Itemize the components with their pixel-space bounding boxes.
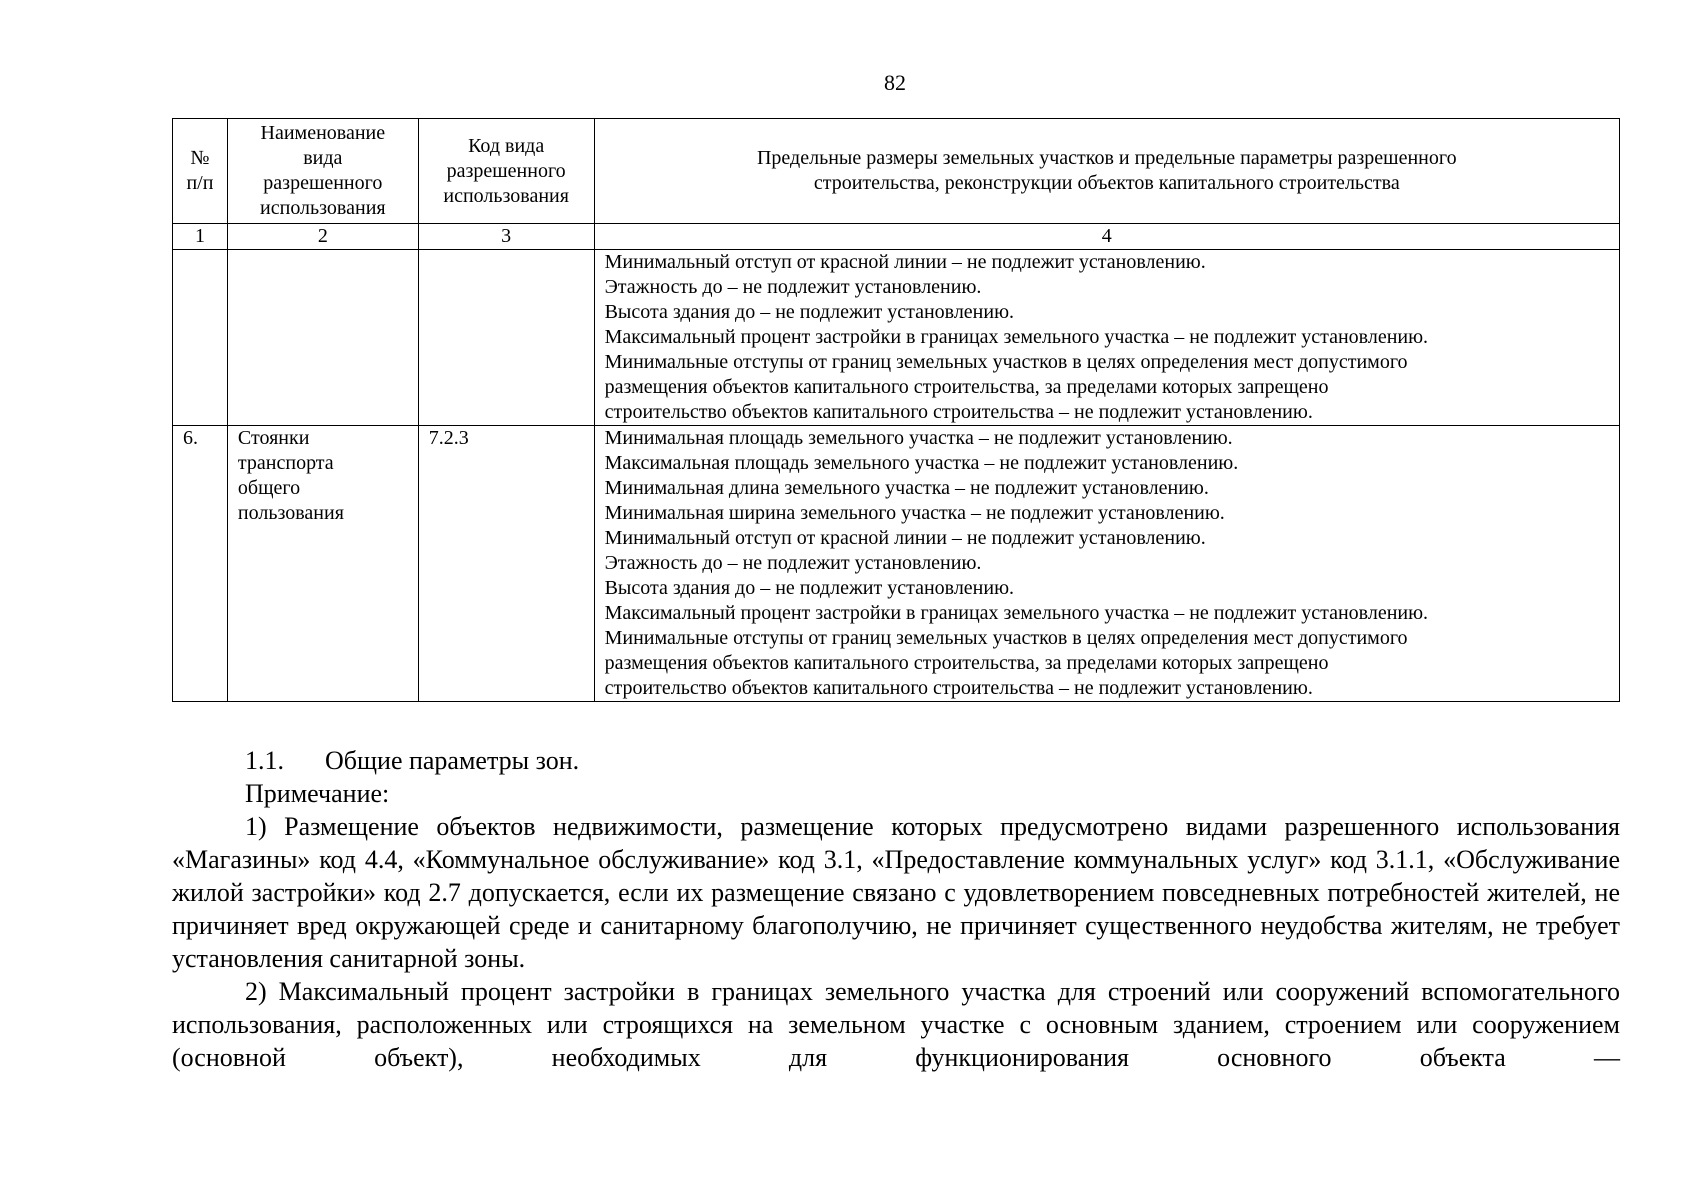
- row-use-code: 7.2.3: [418, 426, 594, 702]
- section-heading-number: 1.1.: [245, 746, 284, 775]
- table-row: [173, 426, 1620, 702]
- note-label: Примечание:: [245, 779, 390, 808]
- page-number: 82: [884, 70, 906, 95]
- text-line: Минимальные отступы от границ земельных участков в целях определения мест допустимого: [604, 351, 1408, 373]
- text-line: размещения объектов капитального строительства, за пределами которых запрещено: [604, 652, 1329, 674]
- header-number: [173, 119, 228, 224]
- table-row: [173, 250, 1620, 426]
- column-number-row: [173, 224, 1620, 250]
- header-use-name: [227, 119, 418, 224]
- text-line: Код вида: [468, 134, 545, 157]
- text-line: строительство объектов капитального строительства – не подлежит установлению.: [604, 677, 1313, 699]
- text-line: Высота здания до – не подлежит установлению.: [604, 577, 1015, 599]
- text-line: п/п: [186, 172, 214, 194]
- text-line: общего: [237, 477, 301, 499]
- section-heading: [245, 744, 579, 777]
- column-number: 1: [173, 224, 228, 250]
- header-use-code: [418, 119, 594, 224]
- text-line: Этажность до – не подлежит установлению.: [604, 552, 982, 574]
- text-line: Максимальная площадь земельного участка – не подлежит установлению.: [604, 452, 1239, 474]
- text-line: использования: [260, 197, 386, 219]
- column-number: 3: [418, 224, 594, 250]
- row-number: 6.: [173, 426, 228, 702]
- row-number: [173, 250, 228, 426]
- text-line: вида: [303, 147, 343, 169]
- text-line: Этажность до – не подлежит установлению.: [604, 276, 982, 298]
- text-line: разрешенного: [263, 172, 383, 194]
- text-line: Минимальная площадь земельного участка – не подлежит установлению.: [604, 427, 1233, 449]
- text-line: Высота здания до – не подлежит установлению.: [604, 301, 1015, 323]
- text-line: Максимальный процент застройки в границах земельного участка – не подлежит установлению.: [604, 326, 1429, 348]
- row-use-code: [418, 250, 594, 426]
- text-line: Стоянки: [237, 427, 310, 449]
- text-line: Наименование: [260, 122, 386, 144]
- text-line: строительства, реконструкции объектов капитального строительства: [813, 172, 1400, 194]
- text-line: размещения объектов капитального строительства, за пределами которых запрещено: [604, 376, 1329, 398]
- text-line: №: [190, 147, 210, 169]
- text-line: Максимальный процент застройки в границах земельного участка – не подлежит установлению.: [604, 602, 1429, 624]
- text-line: Минимальный отступ от красной линии – не подлежит установлению.: [604, 527, 1206, 549]
- text-line: использования: [443, 184, 569, 207]
- text-line: строительство объектов капитального строительства – не подлежит установлению.: [604, 401, 1313, 423]
- notes-body: [172, 810, 1620, 1074]
- row-use-name: [227, 250, 418, 426]
- text-line: Минимальная длина земельного участка – не подлежит установлению.: [604, 477, 1209, 499]
- row-use-name: [227, 426, 418, 702]
- row-parameters: [594, 250, 1619, 426]
- column-number: 4: [594, 224, 1619, 250]
- zoning-parameters-table: [172, 118, 1620, 702]
- text-line: Предельные размеры земельных участков и предельные параметры разрешенного: [756, 147, 1457, 169]
- row-parameters: [594, 426, 1619, 702]
- column-number: 2: [227, 224, 418, 250]
- note-paragraph: 1) Размещение объектов недвижимости, размещение которых предусмотрено видами разрешенного использования «Магазины» код 4.4, «Коммунальное обслуживание» код 3.1, «Предоставление коммунальных услуг» код 3.1.1, «Обслуживание жилой застройки» код 2.7 допускается, если их размещение связано с удовлетворением повседневных потребностей жителей, не причиняет вред окружающей среде и санитарному благополучию, не причиняет существенного неудобства жителям, не требует установления санитарной зоны.: [172, 812, 1620, 973]
- text-line: пользования: [237, 502, 344, 524]
- text-line: разрешенного: [446, 159, 566, 182]
- section-heading-text: Общие параметры зон.: [325, 746, 580, 775]
- text-line: Минимальные отступы от границ земельных участков в целях определения мест допустимого: [604, 627, 1408, 649]
- text-line: Минимальный отступ от красной линии – не подлежит установлению.: [604, 251, 1206, 273]
- note-paragraph: 2) Максимальный процент застройки в границах земельного участка для строений или сооружений вспомогательного использования, расположенных или строящихся на земельном участке с основным зданием, строением или сооружением (основной объект), необходимых для функционирования основного объекта —: [172, 977, 1620, 1072]
- table-header-row: [173, 119, 1620, 224]
- text-line: транспорта: [237, 452, 334, 474]
- header-parameters: [594, 119, 1619, 224]
- text-line: Минимальная ширина земельного участка – не подлежит установлению.: [604, 502, 1225, 524]
